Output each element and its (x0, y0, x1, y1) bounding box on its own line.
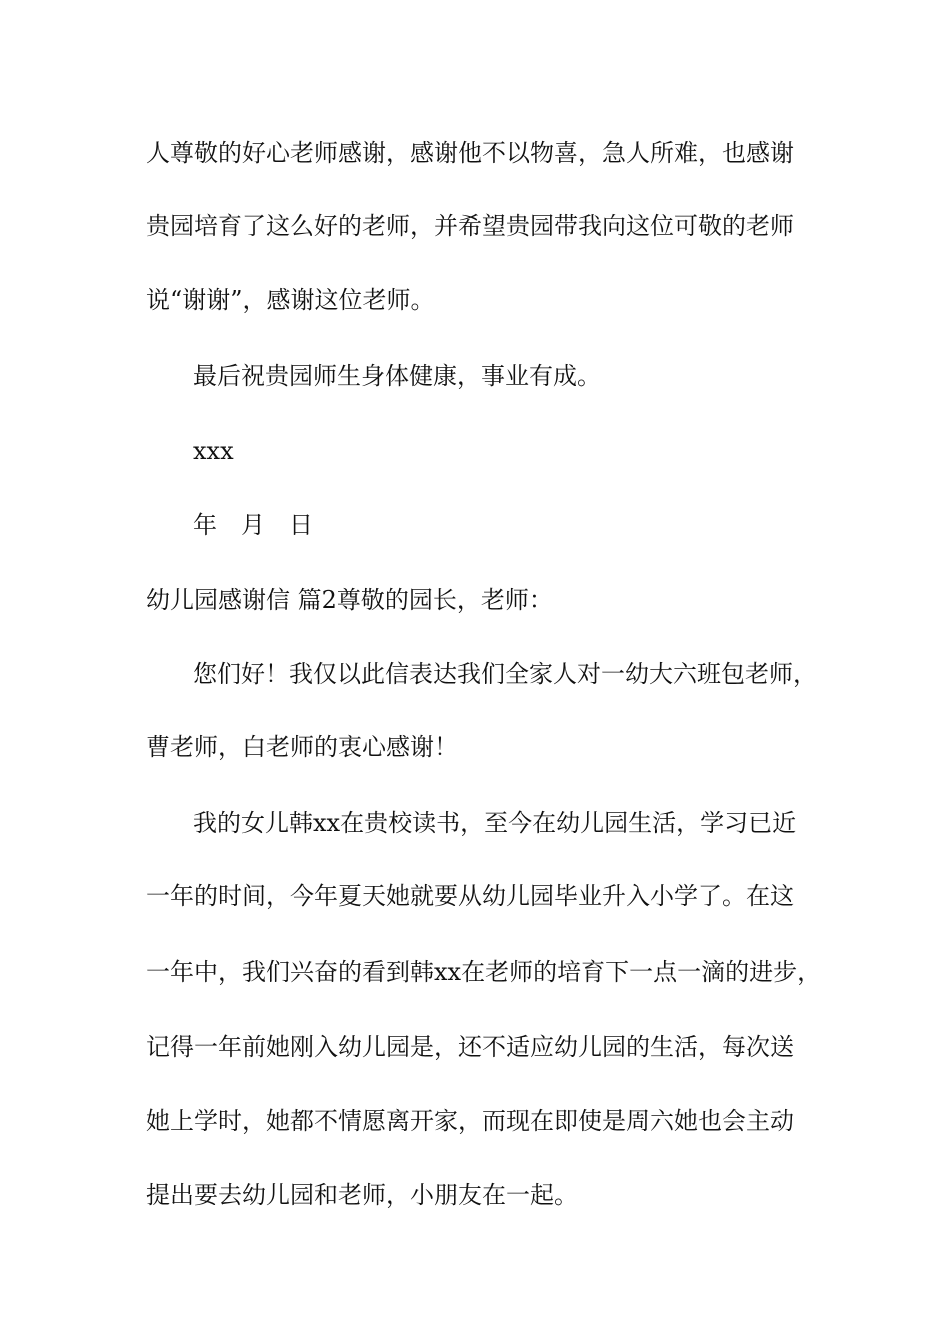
section-heading: 幼儿园感谢信 篇2尊敬的园长，老师： (146, 586, 553, 614)
paragraph-line: 贵园培育了这么好的老师，并希望贵园带我向这位可敬的老师 (146, 212, 794, 240)
paragraph-line: 提出要去幼儿园和老师，小朋友在一起。 (146, 1181, 578, 1209)
paragraph-line: 说“谢谢”，感谢这位老师。 (146, 286, 435, 314)
paragraph-line: 我的女儿韩xx在贵校读书，至今在幼儿园生活，学习已近 (193, 809, 797, 837)
paragraph-line: 她上学时，她都不情愿离开家，而现在即使是周六她也会主动 (146, 1107, 794, 1135)
paragraph-line: 一年的时间，今年夏天她就要从幼儿园毕业升入小学了。在这 (146, 882, 794, 910)
paragraph-line: 记得一年前她刚入幼儿园是，还不适应幼儿园的生活，每次送 (146, 1033, 794, 1061)
paragraph-line: 一年中，我们兴奋的看到韩xx在老师的培育下一点一滴的进步， (146, 958, 822, 986)
signature-date: 年 月 日 (193, 511, 313, 539)
paragraph-line: 您们好！我仅以此信表达我们全家人对一幼大六班包老师， (193, 660, 817, 688)
signature-name: xxx (193, 437, 234, 465)
closing-wish: 最后祝贵园师生身体健康，事业有成。 (193, 362, 601, 390)
paragraph-line: 人尊敬的好心老师感谢，感谢他不以物喜，急人所难，也感谢 (146, 139, 794, 167)
paragraph-line: 曹老师，白老师的衷心感谢！ (146, 733, 458, 761)
